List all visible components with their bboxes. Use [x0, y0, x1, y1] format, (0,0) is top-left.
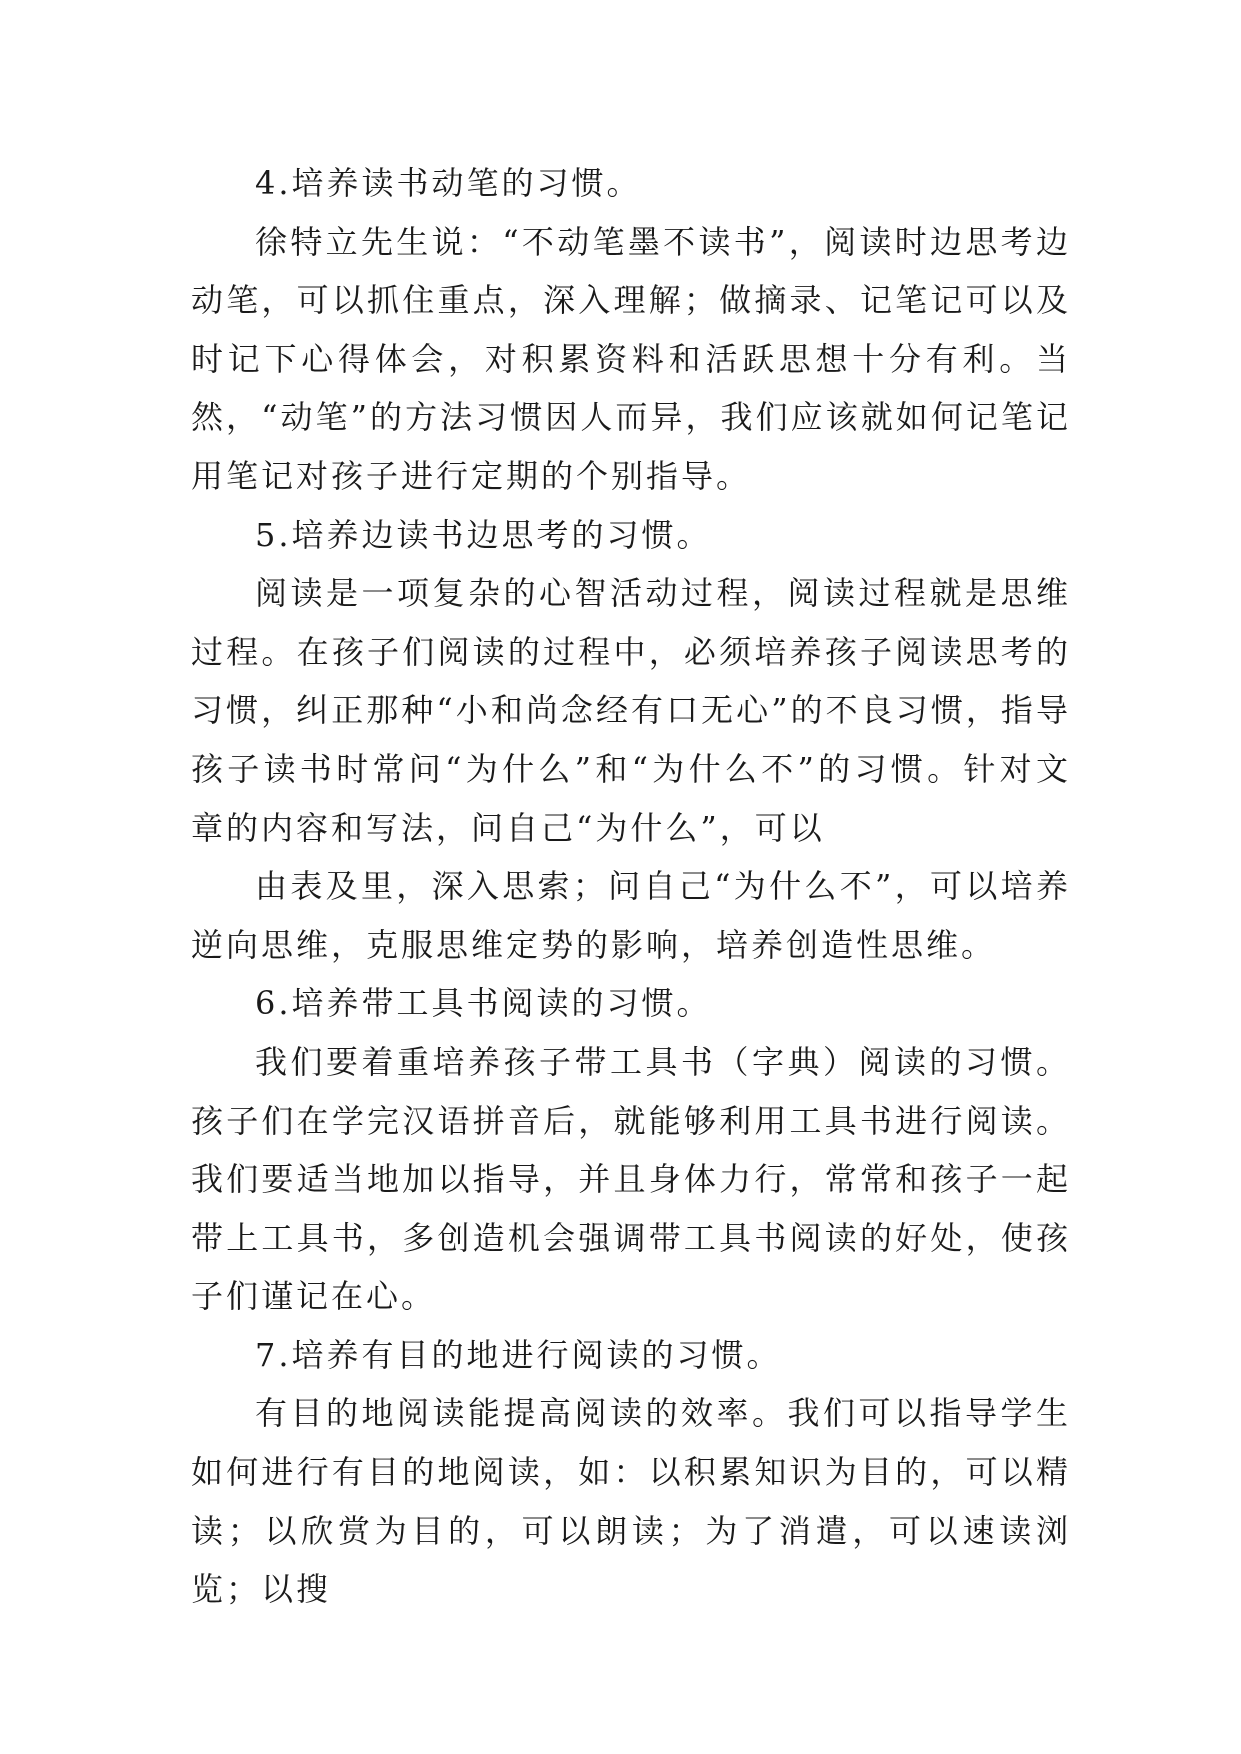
section-heading-4: 4.培养读书动笔的习惯。	[255, 164, 642, 202]
section-heading-5: 5.培养边读书边思考的习惯。	[255, 515, 712, 554]
section-heading-6: 6.培养带工具书阅读的习惯。	[255, 984, 712, 1023]
document-body	[191, 154, 1071, 1619]
paragraph-7-body: 有目的地阅读能提高阅读的效率。我们可以指导学生如何进行有目的地阅读，如：以积累知识为目的，可以精读；以欣赏为目的，可以朗读；为了消遣，可以速读浏览；以搜	[191, 1394, 1071, 1609]
paragraph-5-body: 阅读是一项复杂的心智活动过程，阅读过程就是思维过程。在孩子们阅读的过程中，必须培养孩子阅读思考的习惯，纠正那种“小和尚念经有口无心”的不良习惯，指导孩子读书时常问“为什么”和“为什么不”的习惯。针对文章的内容和写法，问自己“为什么”，可以	[191, 574, 1071, 847]
paragraph-6-body: 我们要着重培养孩子带工具书（字典）阅读的习惯。孩子们在学完汉语拼音后，就能够利用工具书进行阅读。我们要适当地加以指导，并且身体力行，常常和孩子一起带上工具书，多创造机会强调带工具书阅读的好处，使孩子们谨记在心。	[191, 1042, 1071, 1316]
paragraph-5-continued: 由表及里，深入思索；问自己“为什么不”，可以培养逆向思维，克服思维定势的影响，培养创造性思维。	[191, 867, 1071, 964]
paragraph-4-body: 徐特立先生说：“不动笔墨不读书”，阅读时边思考边动笔，可以抓住重点，深入理解；做摘录、记笔记可以及时记下心得体会，对积累资料和活跃思想十分有利。当然，“动笔”的方法习惯因人而异，我们应该就如何记笔记用笔记对孩子进行定期的个别指导。	[191, 222, 1071, 495]
section-heading-7: 7.培养有目的地进行阅读的习惯。	[255, 1335, 782, 1374]
